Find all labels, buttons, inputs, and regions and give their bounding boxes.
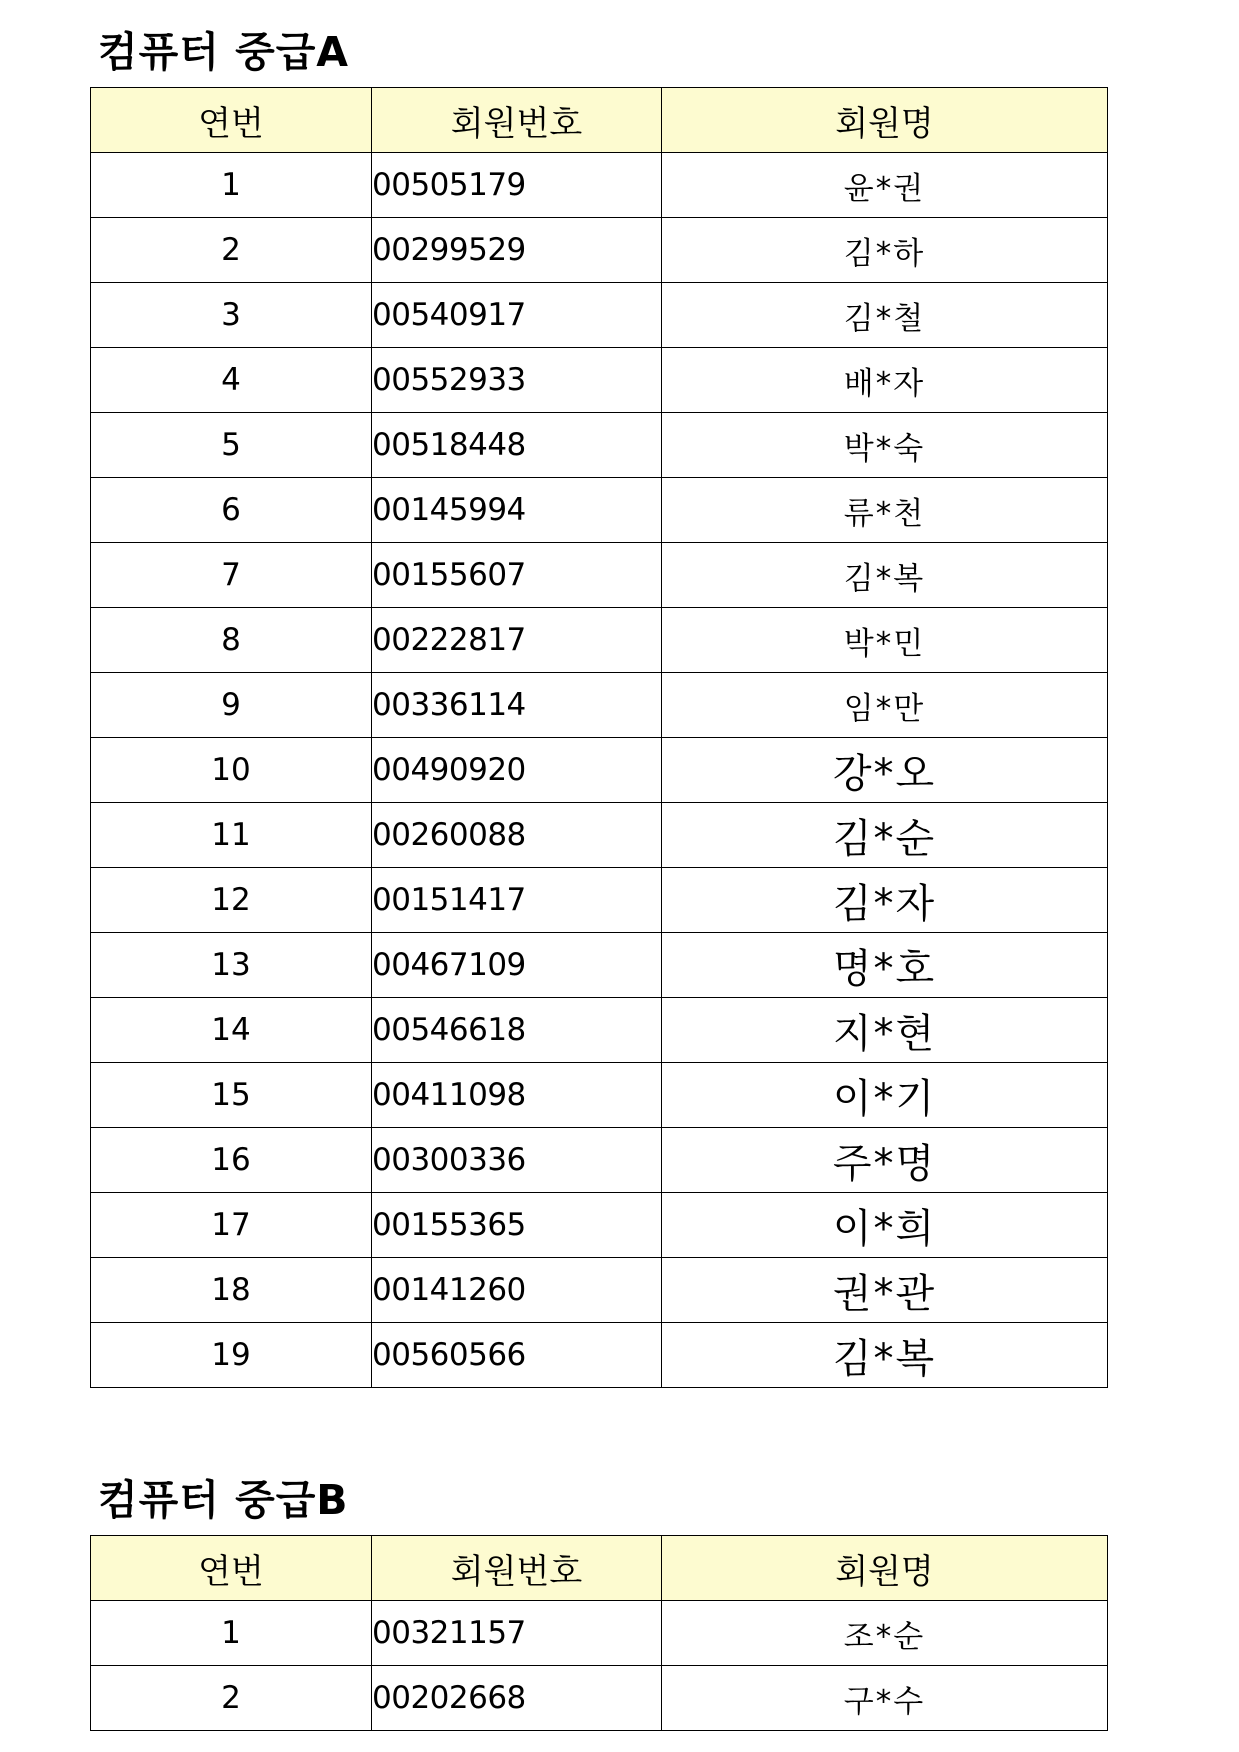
member-number-cell: 00552933 (372, 348, 662, 413)
serial-number-cell: 2 (91, 1666, 372, 1731)
member-number-cell: 00321157 (372, 1601, 662, 1666)
member-number-cell: 00155607 (372, 543, 662, 608)
member-name-cell: 강*오 (662, 738, 1108, 803)
serial-number-cell: 7 (91, 543, 372, 608)
header-member-name: 회원명 (662, 88, 1108, 153)
table-row (91, 283, 1108, 348)
member-name-cell: 박*민 (662, 608, 1108, 673)
member-number-cell: 00546618 (372, 998, 662, 1063)
member-number-cell: 00540917 (372, 283, 662, 348)
member-name-cell: 김*복 (662, 543, 1108, 608)
serial-number-cell: 19 (91, 1323, 372, 1388)
member-number-cell: 00141260 (372, 1258, 662, 1323)
header-row (91, 1536, 1108, 1601)
member-name-cell: 이*기 (662, 1063, 1108, 1128)
serial-number-cell: 6 (91, 478, 372, 543)
serial-number-cell: 3 (91, 283, 372, 348)
serial-number-cell: 16 (91, 1128, 372, 1193)
member-number-cell: 00202668 (372, 1666, 662, 1731)
member-name-cell: 박*숙 (662, 413, 1108, 478)
table-row (91, 673, 1108, 738)
section-title-a: 컴퓨터 중급A (98, 28, 350, 76)
serial-number-cell: 1 (91, 1601, 372, 1666)
member-name-cell: 김*복 (662, 1323, 1108, 1388)
member-name-cell: 조*순 (662, 1601, 1108, 1666)
serial-number-cell: 10 (91, 738, 372, 803)
serial-number-cell: 8 (91, 608, 372, 673)
header-serial-number: 연번 (91, 1536, 372, 1601)
member-number-cell: 00260088 (372, 803, 662, 868)
member-name-cell: 김*순 (662, 803, 1108, 868)
member-number-cell: 00467109 (372, 933, 662, 998)
table-row (91, 1666, 1108, 1731)
serial-number-cell: 1 (91, 153, 372, 218)
member-number-cell: 00518448 (372, 413, 662, 478)
serial-number-cell: 13 (91, 933, 372, 998)
member-name-cell: 윤*권 (662, 153, 1108, 218)
table-row (91, 998, 1108, 1063)
serial-number-cell: 18 (91, 1258, 372, 1323)
table-row (91, 1063, 1108, 1128)
member-name-cell: 김*철 (662, 283, 1108, 348)
serial-number-cell: 11 (91, 803, 372, 868)
serial-number-cell: 15 (91, 1063, 372, 1128)
header-member-name: 회원명 (662, 1536, 1108, 1601)
table-row (91, 933, 1108, 998)
member-name-cell: 임*만 (662, 673, 1108, 738)
table-row (91, 608, 1108, 673)
member-number-cell: 00222817 (372, 608, 662, 673)
member-name-cell: 지*현 (662, 998, 1108, 1063)
member-name-cell: 이*희 (662, 1193, 1108, 1258)
serial-number-cell: 14 (91, 998, 372, 1063)
member-number-cell: 00411098 (372, 1063, 662, 1128)
member-name-cell: 명*호 (662, 933, 1108, 998)
table-row (91, 738, 1108, 803)
member-name-cell: 김*자 (662, 868, 1108, 933)
table-row (91, 1128, 1108, 1193)
member-name-cell: 구*수 (662, 1666, 1108, 1731)
member-number-cell: 00560566 (372, 1323, 662, 1388)
table-row (91, 348, 1108, 413)
member-number-cell: 00336114 (372, 673, 662, 738)
table-row (91, 1323, 1108, 1388)
member-number-cell: 00145994 (372, 478, 662, 543)
header-member-number: 회원번호 (372, 88, 662, 153)
table-row (91, 1601, 1108, 1666)
table-row (91, 868, 1108, 933)
table-row (91, 543, 1108, 608)
table-row (91, 218, 1108, 283)
member-name-cell: 김*하 (662, 218, 1108, 283)
serial-number-cell: 2 (91, 218, 372, 283)
serial-number-cell: 9 (91, 673, 372, 738)
member-table-a (90, 87, 1108, 1388)
table-row (91, 803, 1108, 868)
table-row (91, 1193, 1108, 1258)
table-row (91, 478, 1108, 543)
serial-number-cell: 17 (91, 1193, 372, 1258)
member-name-cell: 권*관 (662, 1258, 1108, 1323)
member-number-cell: 00299529 (372, 218, 662, 283)
member-name-cell: 주*명 (662, 1128, 1108, 1193)
header-member-number: 회원번호 (372, 1536, 662, 1601)
member-name-cell: 류*천 (662, 478, 1108, 543)
serial-number-cell: 4 (91, 348, 372, 413)
member-number-cell: 00300336 (372, 1128, 662, 1193)
member-number-cell: 00151417 (372, 868, 662, 933)
serial-number-cell: 5 (91, 413, 372, 478)
section-title-b: 컴퓨터 중급B (98, 1476, 349, 1524)
table-row (91, 413, 1108, 478)
header-row (91, 88, 1108, 153)
table-row (91, 1258, 1108, 1323)
member-name-cell: 배*자 (662, 348, 1108, 413)
table-row (91, 153, 1108, 218)
header-serial-number: 연번 (91, 88, 372, 153)
member-number-cell: 00490920 (372, 738, 662, 803)
serial-number-cell: 12 (91, 868, 372, 933)
member-number-cell: 00505179 (372, 153, 662, 218)
member-table-b (90, 1535, 1108, 1731)
member-number-cell: 00155365 (372, 1193, 662, 1258)
